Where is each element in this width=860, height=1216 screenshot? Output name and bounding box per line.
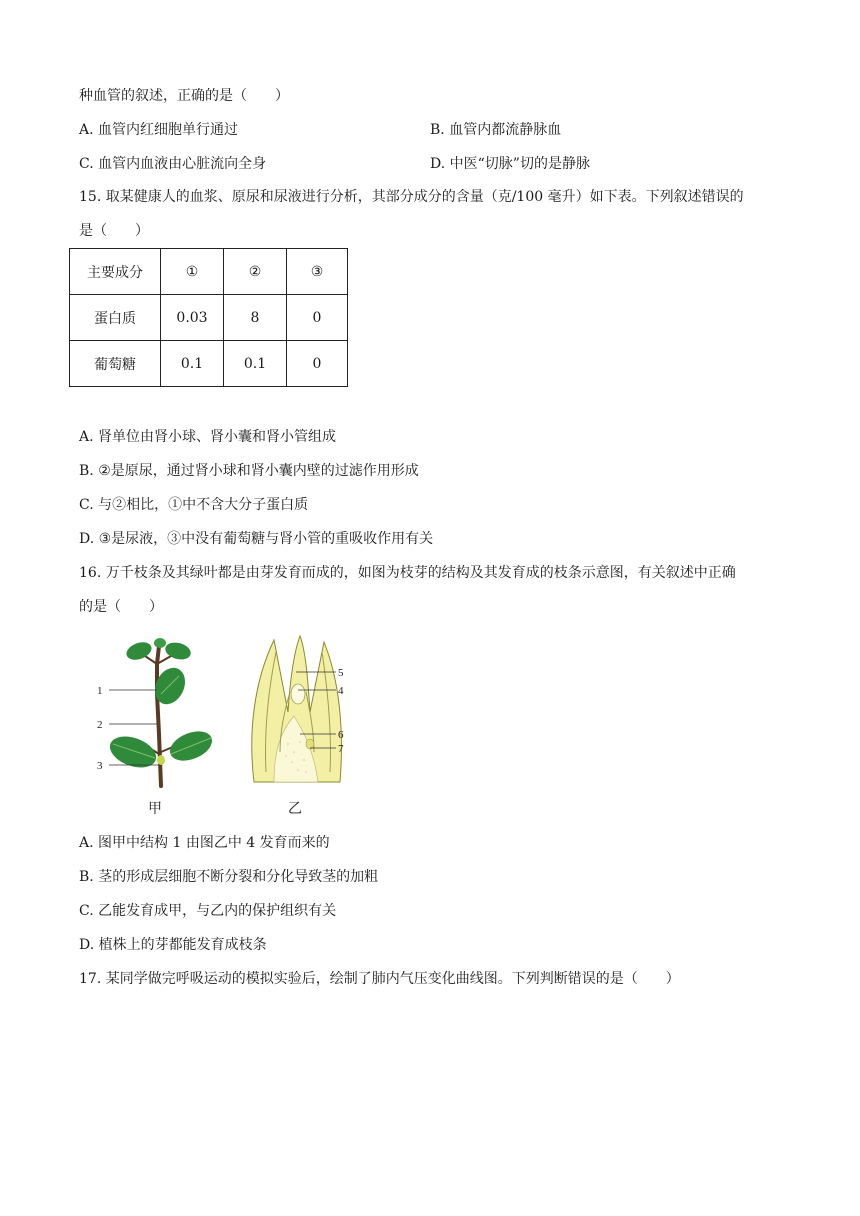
table-cell: 0.03 bbox=[161, 295, 224, 341]
table-cell: 蛋白质 bbox=[70, 295, 161, 341]
q15-option-b: B. ②是原尿，通过肾小球和肾小囊内壁的过滤作用形成 bbox=[79, 463, 419, 479]
table-row bbox=[70, 295, 348, 341]
q15-stem-line2: 是（ ） bbox=[79, 223, 149, 239]
jia-label-1: 1 bbox=[97, 685, 103, 697]
q14-option-d: D. 中医“切脉”切的是静脉 bbox=[430, 156, 590, 172]
table-cell: 8 bbox=[224, 295, 287, 341]
jia-label-3: 3 bbox=[97, 760, 103, 772]
q17-stem: 17. 某同学做完呼吸运动的模拟实验后，绘制了肺内气压变化曲线图。下列判断错误的是（ ） bbox=[79, 971, 680, 987]
q16-stem-line1: 16. 万千枝条及其绿叶都是由芽发育而成的，如图为枝芽的结构及其发育成的枝条示意图，有关叙述中正确 bbox=[79, 565, 736, 581]
q16-option-a: A. 图甲中结构 1 由图乙中 4 发育而来的 bbox=[79, 835, 330, 851]
q15-stem-line1: 15. 取某健康人的血浆、原尿和尿液进行分析，其部分成分的含量（克/100 毫升）如下表。下列叙述错误的 bbox=[79, 189, 744, 205]
q15-table bbox=[69, 248, 348, 387]
q15-option-c: C. 与②相比，①中不含大分子蛋白质 bbox=[79, 497, 309, 513]
table-header-cell: ③ bbox=[287, 249, 348, 295]
q16-option-d: D. 植株上的芽都能发育成枝条 bbox=[79, 937, 267, 953]
jia-label-2: 2 bbox=[97, 719, 103, 731]
q16-option-b: B. 茎的形成层细胞不断分裂和分化导致茎的加粗 bbox=[79, 869, 379, 885]
q16-option-c: C. 乙能发育成甲，与乙内的保护组织有关 bbox=[79, 903, 337, 919]
table-cell: 葡萄糖 bbox=[70, 341, 161, 387]
table-header-cell: ① bbox=[161, 249, 224, 295]
q14-option-b: B. 血管内都流静脉血 bbox=[430, 122, 562, 138]
q14-option-c: C. 血管内血液由心脏流向全身 bbox=[79, 156, 267, 172]
q15-option-a: A. 肾单位由肾小球、肾小囊和肾小管组成 bbox=[79, 429, 337, 445]
figure-caption-yi: 乙 bbox=[288, 801, 302, 817]
table-cell: 0 bbox=[287, 295, 348, 341]
q14-option-a: A. 血管内红细胞单行通过 bbox=[79, 122, 239, 138]
table-header-cell: ② bbox=[224, 249, 287, 295]
q16-stem-line2: 的是（ ） bbox=[79, 599, 163, 615]
table-header-cell: 主要成分 bbox=[70, 249, 161, 295]
table-row bbox=[70, 341, 348, 387]
table-cell: 0.1 bbox=[224, 341, 287, 387]
q14-stem: 种血管的叙述，正确的是（ ） bbox=[79, 88, 289, 104]
table-header-row bbox=[70, 249, 348, 295]
yi-label-7: 7 bbox=[338, 743, 344, 755]
twig-figure-jia bbox=[95, 634, 220, 794]
yi-label-4: 4 bbox=[338, 685, 344, 697]
figure-caption-jia: 甲 bbox=[148, 801, 162, 817]
bud-section-figure-yi bbox=[244, 632, 356, 790]
yi-label-6: 6 bbox=[338, 729, 344, 741]
q15-option-d: D. ③是尿液，③中没有葡萄糖与肾小管的重吸收作用有关 bbox=[79, 531, 434, 547]
yi-label-5: 5 bbox=[338, 667, 344, 679]
table-cell: 0 bbox=[287, 341, 348, 387]
table-cell: 0.1 bbox=[161, 341, 224, 387]
